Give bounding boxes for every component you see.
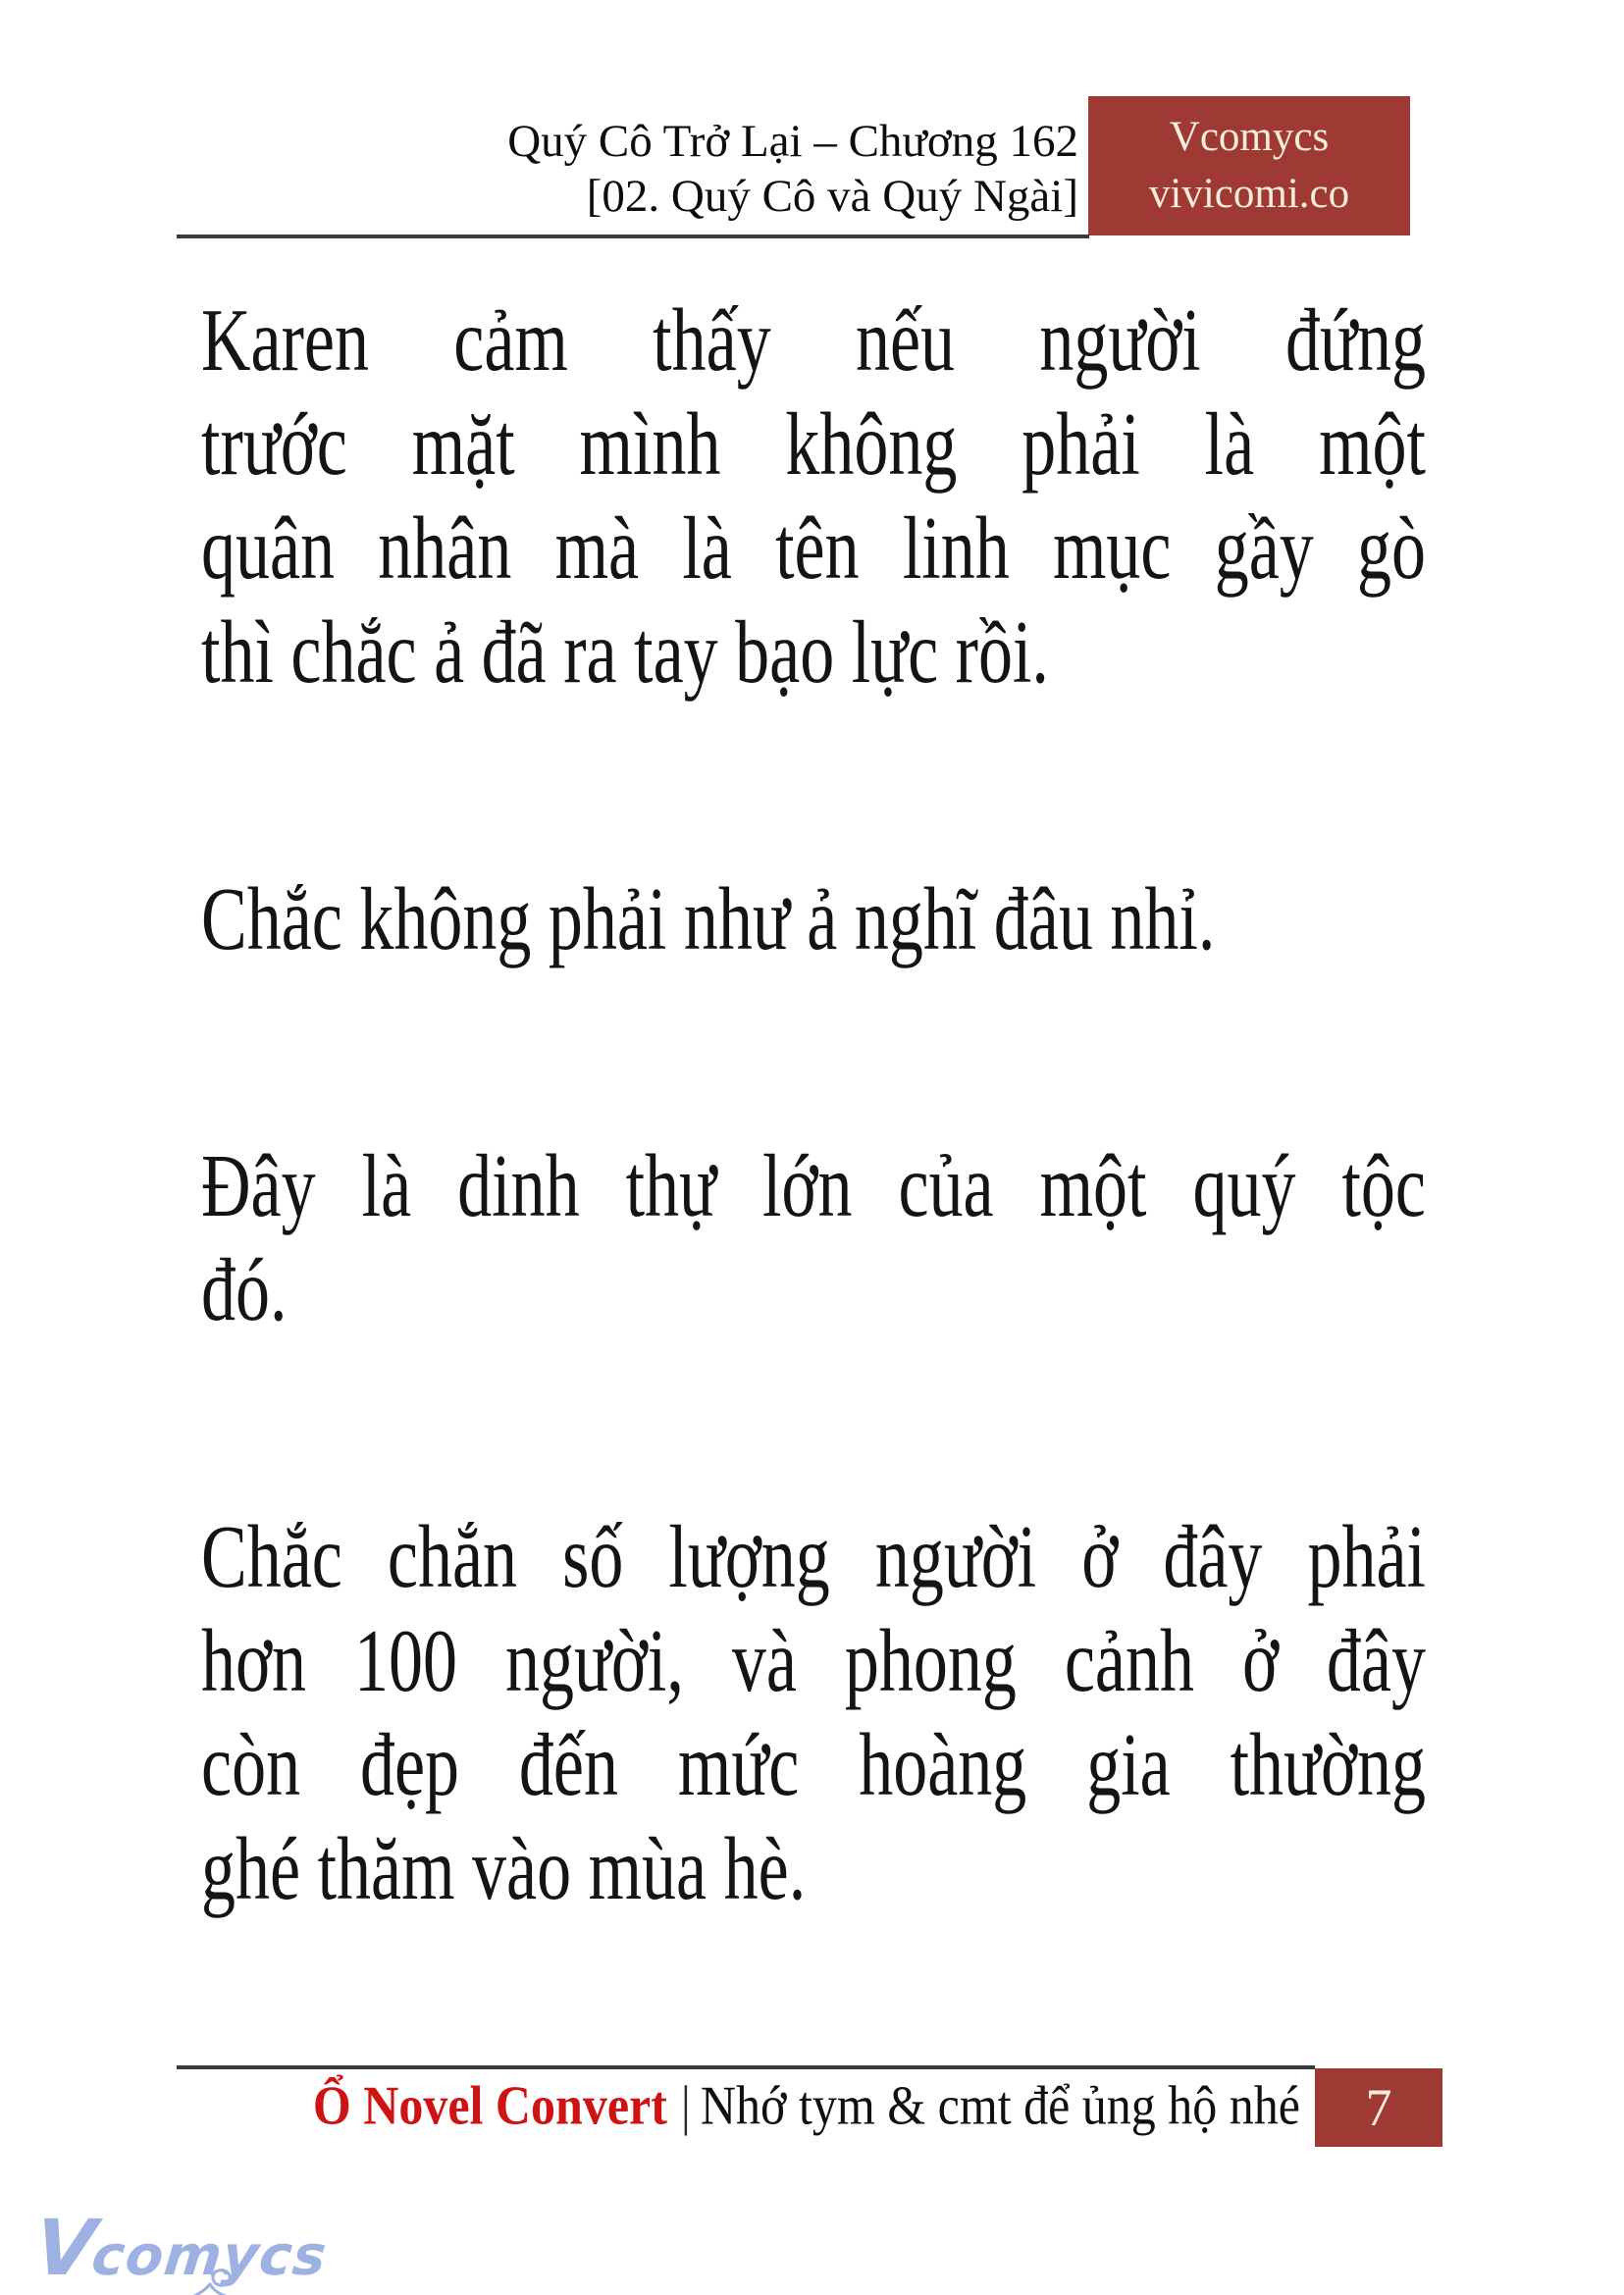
text-line: Chắc chắn số lượng người ở đây phải: [201, 1508, 1426, 1608]
footer-credit: [313, 2072, 1300, 2138]
page-number: 7: [1365, 2078, 1392, 2137]
flower-icon: [151, 2261, 269, 2295]
brand-site: vivicomi.co: [1148, 171, 1350, 217]
brand-name: Vcomycs: [1169, 114, 1330, 160]
text-line: còn đẹp đến mức hoàng gia thường: [201, 1716, 1426, 1816]
paragraph: [201, 870, 1426, 979]
story-text: [201, 291, 1426, 1929]
text-line: thì chắc ả đã ra tay bạo lực rồi.: [201, 603, 1049, 704]
footer-divider: [177, 2065, 1315, 2069]
footer-separator: |: [680, 2073, 691, 2136]
chapter-title: Quý Cô Trở Lại – Chương 162: [507, 116, 1078, 167]
chapter-header: [294, 114, 1078, 224]
text-line: Chắc không phải như ả nghĩ đâu nhỉ.: [201, 870, 1216, 970]
paragraph: [201, 1508, 1426, 1929]
paragraph: [201, 291, 1426, 712]
paragraph: [201, 1137, 1426, 1350]
brand-box: [1088, 96, 1410, 235]
text-line: đó.: [201, 1241, 288, 1341]
chapter-subtitle: [02. Quý Cô và Quý Ngài]: [586, 171, 1078, 222]
text-line: Đây là dinh thự lớn của một quý tộc: [201, 1137, 1426, 1237]
text-line: quân nhân mà là tên linh mục gầy gò: [201, 499, 1426, 600]
footer-note: Nhớ tym & cmt để ủng hộ nhé: [700, 2073, 1300, 2136]
text-line: Karen cảm thấy nếu người đứng: [201, 291, 1426, 391]
text-line: ghé thăm vào mùa hè.: [201, 1820, 807, 1920]
vcomycs-logo: [30, 2204, 331, 2293]
header-divider: [177, 235, 1089, 238]
text-line: trước mặt mình không phải là một: [201, 395, 1426, 496]
page-number-box: [1315, 2068, 1442, 2147]
vcomycs-logo-text: Vcomycs: [30, 2204, 331, 2293]
footer-brand: Ổ Novel Convert: [312, 2073, 667, 2136]
text-line: hơn 100 người, và phong cảnh ở đây: [201, 1612, 1426, 1712]
